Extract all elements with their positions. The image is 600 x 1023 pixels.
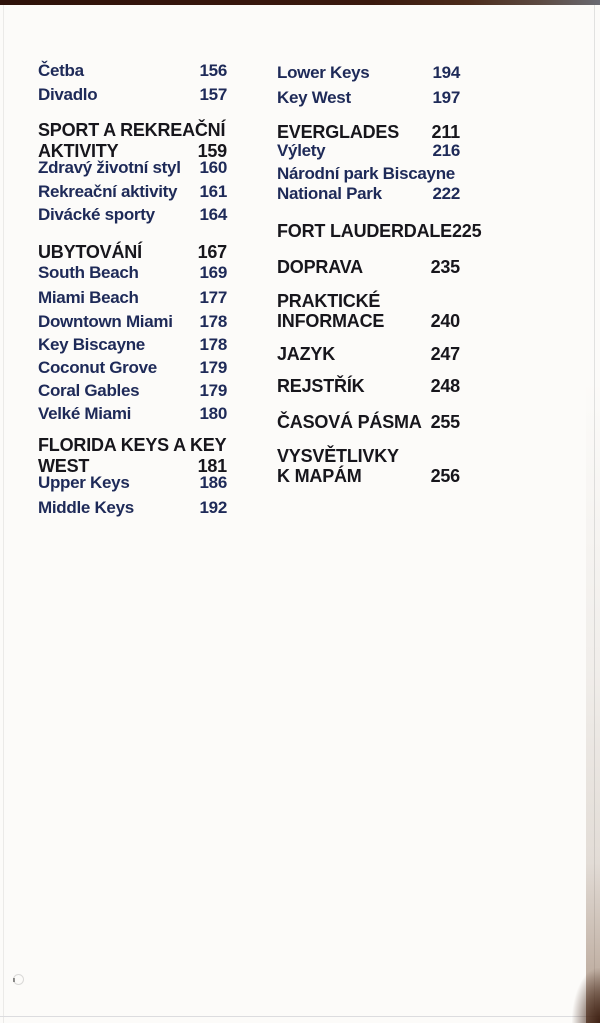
toc-entry-page: 159	[197, 141, 227, 161]
toc-entry-label: Lower Keys	[277, 63, 370, 82]
toc-entry-page: 216	[432, 141, 460, 160]
toc-entry-page: 222	[432, 184, 460, 203]
toc-left-column	[38, 0, 227, 1023]
toc-entry	[38, 158, 227, 177]
toc-entry-label: JAZYK	[277, 344, 336, 364]
toc-entry-page: 186	[199, 473, 227, 492]
toc-entry	[38, 335, 227, 354]
toc-entry-page: 247	[430, 344, 460, 364]
toc-entry	[38, 312, 227, 331]
toc-entry	[277, 141, 460, 160]
toc-entry-label: Coral Gables	[38, 381, 140, 400]
toc-entry-label: Národní park Biscayne	[277, 164, 455, 183]
toc-section-heading	[277, 344, 460, 364]
toc-entry-label: Výlety	[277, 141, 326, 160]
toc-entry	[277, 184, 460, 203]
toc-entry-page: 178	[199, 312, 227, 331]
toc-section-heading	[277, 257, 460, 277]
toc-entry-label: National Park	[277, 184, 382, 203]
toc-entry-label: REJSTŘÍK	[277, 376, 365, 396]
toc-entry-page: 211	[431, 122, 460, 142]
toc-entry	[38, 263, 227, 282]
toc-section-heading	[38, 120, 227, 140]
toc-section-heading	[277, 311, 460, 331]
toc-section-heading	[38, 435, 227, 455]
toc-entry-label: Rekreační aktivity	[38, 182, 178, 201]
toc-entry-label: SPORT A REKREAČNÍ	[38, 120, 226, 140]
toc-entry-page: 256	[430, 466, 460, 486]
toc-entry-label: FLORIDA KEYS A KEY	[38, 435, 227, 455]
toc-entry	[277, 88, 460, 107]
toc-entry	[38, 498, 227, 517]
toc-entry-label: Key Biscayne	[38, 335, 145, 354]
toc-entry-label: Coconut Grove	[38, 358, 157, 377]
toc-entry-page: 197	[432, 88, 460, 107]
toc-entry-label: FORT LAUDERDALE	[277, 221, 452, 241]
toc-entry-label: Middle Keys	[38, 498, 134, 517]
toc-entry-label: Zdravý životní styl	[38, 158, 181, 177]
toc-entry-page: 167	[197, 242, 227, 262]
toc-entry	[38, 404, 227, 423]
toc-entry	[38, 288, 227, 307]
toc-entry-label: South Beach	[38, 263, 139, 282]
toc-entry-page: 161	[199, 182, 227, 201]
toc-section-heading	[277, 412, 460, 432]
toc-entry-label: UBYTOVÁNÍ	[38, 242, 142, 262]
toc-section-heading	[277, 221, 482, 241]
toc-entry-page: 248	[430, 376, 460, 396]
toc-entry-label: Velké Miami	[38, 404, 132, 423]
toc-entry-page: 180	[199, 404, 227, 423]
scan-left-edge-line	[3, 5, 4, 1023]
toc-entry-label: Key West	[277, 88, 351, 107]
toc-section-heading	[277, 466, 460, 486]
toc-entry-label: Divadlo	[38, 85, 98, 104]
toc-entry-page: 164	[199, 205, 227, 224]
toc-entry	[38, 205, 227, 224]
toc-entry-page: 194	[432, 63, 460, 82]
toc-entry-label: EVERGLADES	[277, 122, 400, 142]
toc-entry-page: 192	[199, 498, 227, 517]
scan-artifact-speck	[13, 974, 24, 985]
toc-entry-label: K MAPÁM	[277, 466, 362, 486]
toc-entry	[38, 381, 227, 400]
toc-entry-page: 160	[199, 158, 227, 177]
toc-entry-page: 179	[199, 381, 227, 400]
toc-entry-page: 156	[199, 61, 227, 80]
toc-right-column	[277, 0, 482, 1023]
toc-entry-page: 255	[430, 412, 460, 432]
toc-entry	[38, 473, 227, 492]
toc-section-heading	[277, 376, 460, 396]
toc-entry-label: Četba	[38, 61, 84, 80]
toc-entry	[38, 61, 227, 80]
toc-entry-page: 181	[197, 456, 227, 476]
toc-entry-label: DOPRAVA	[277, 257, 363, 277]
scan-right-shadow	[586, 380, 600, 1023]
toc-entry-label: Miami Beach	[38, 288, 139, 307]
toc-section-heading	[277, 291, 460, 311]
scan-corner-shadow	[572, 968, 600, 1023]
toc-entry-page: 177	[199, 288, 227, 307]
toc-entry-label: ČASOVÁ PÁSMA	[277, 412, 422, 432]
toc-entry-page: 178	[199, 335, 227, 354]
toc-entry-label: INFORMACE	[277, 311, 385, 331]
toc-entry-page: 225	[452, 221, 482, 241]
toc-section-heading	[277, 446, 460, 466]
toc-entry-label: AKTIVITY	[38, 141, 119, 161]
toc-entry-page: 240	[430, 311, 460, 331]
toc-entry-label: Downtown Miami	[38, 312, 173, 331]
toc-section-heading	[277, 122, 460, 142]
toc-entry	[38, 182, 227, 201]
toc-entry-label: Upper Keys	[38, 473, 130, 492]
toc-entry-page: 157	[199, 85, 227, 104]
toc-entry	[277, 63, 460, 82]
toc-entry-label: PRAKTICKÉ	[277, 291, 381, 311]
toc-entry	[38, 85, 227, 104]
toc-section-heading	[38, 242, 227, 262]
toc-entry-page: 169	[199, 263, 227, 282]
toc-entry-label: Divácké sporty	[38, 205, 155, 224]
toc-entry	[277, 164, 460, 183]
toc-entry-page: 235	[430, 257, 460, 277]
toc-entry-label: WEST	[38, 456, 90, 476]
toc-entry-page: 179	[199, 358, 227, 377]
toc-entry-label: VYSVĚTLIVKY	[277, 446, 399, 466]
toc-entry	[38, 358, 227, 377]
